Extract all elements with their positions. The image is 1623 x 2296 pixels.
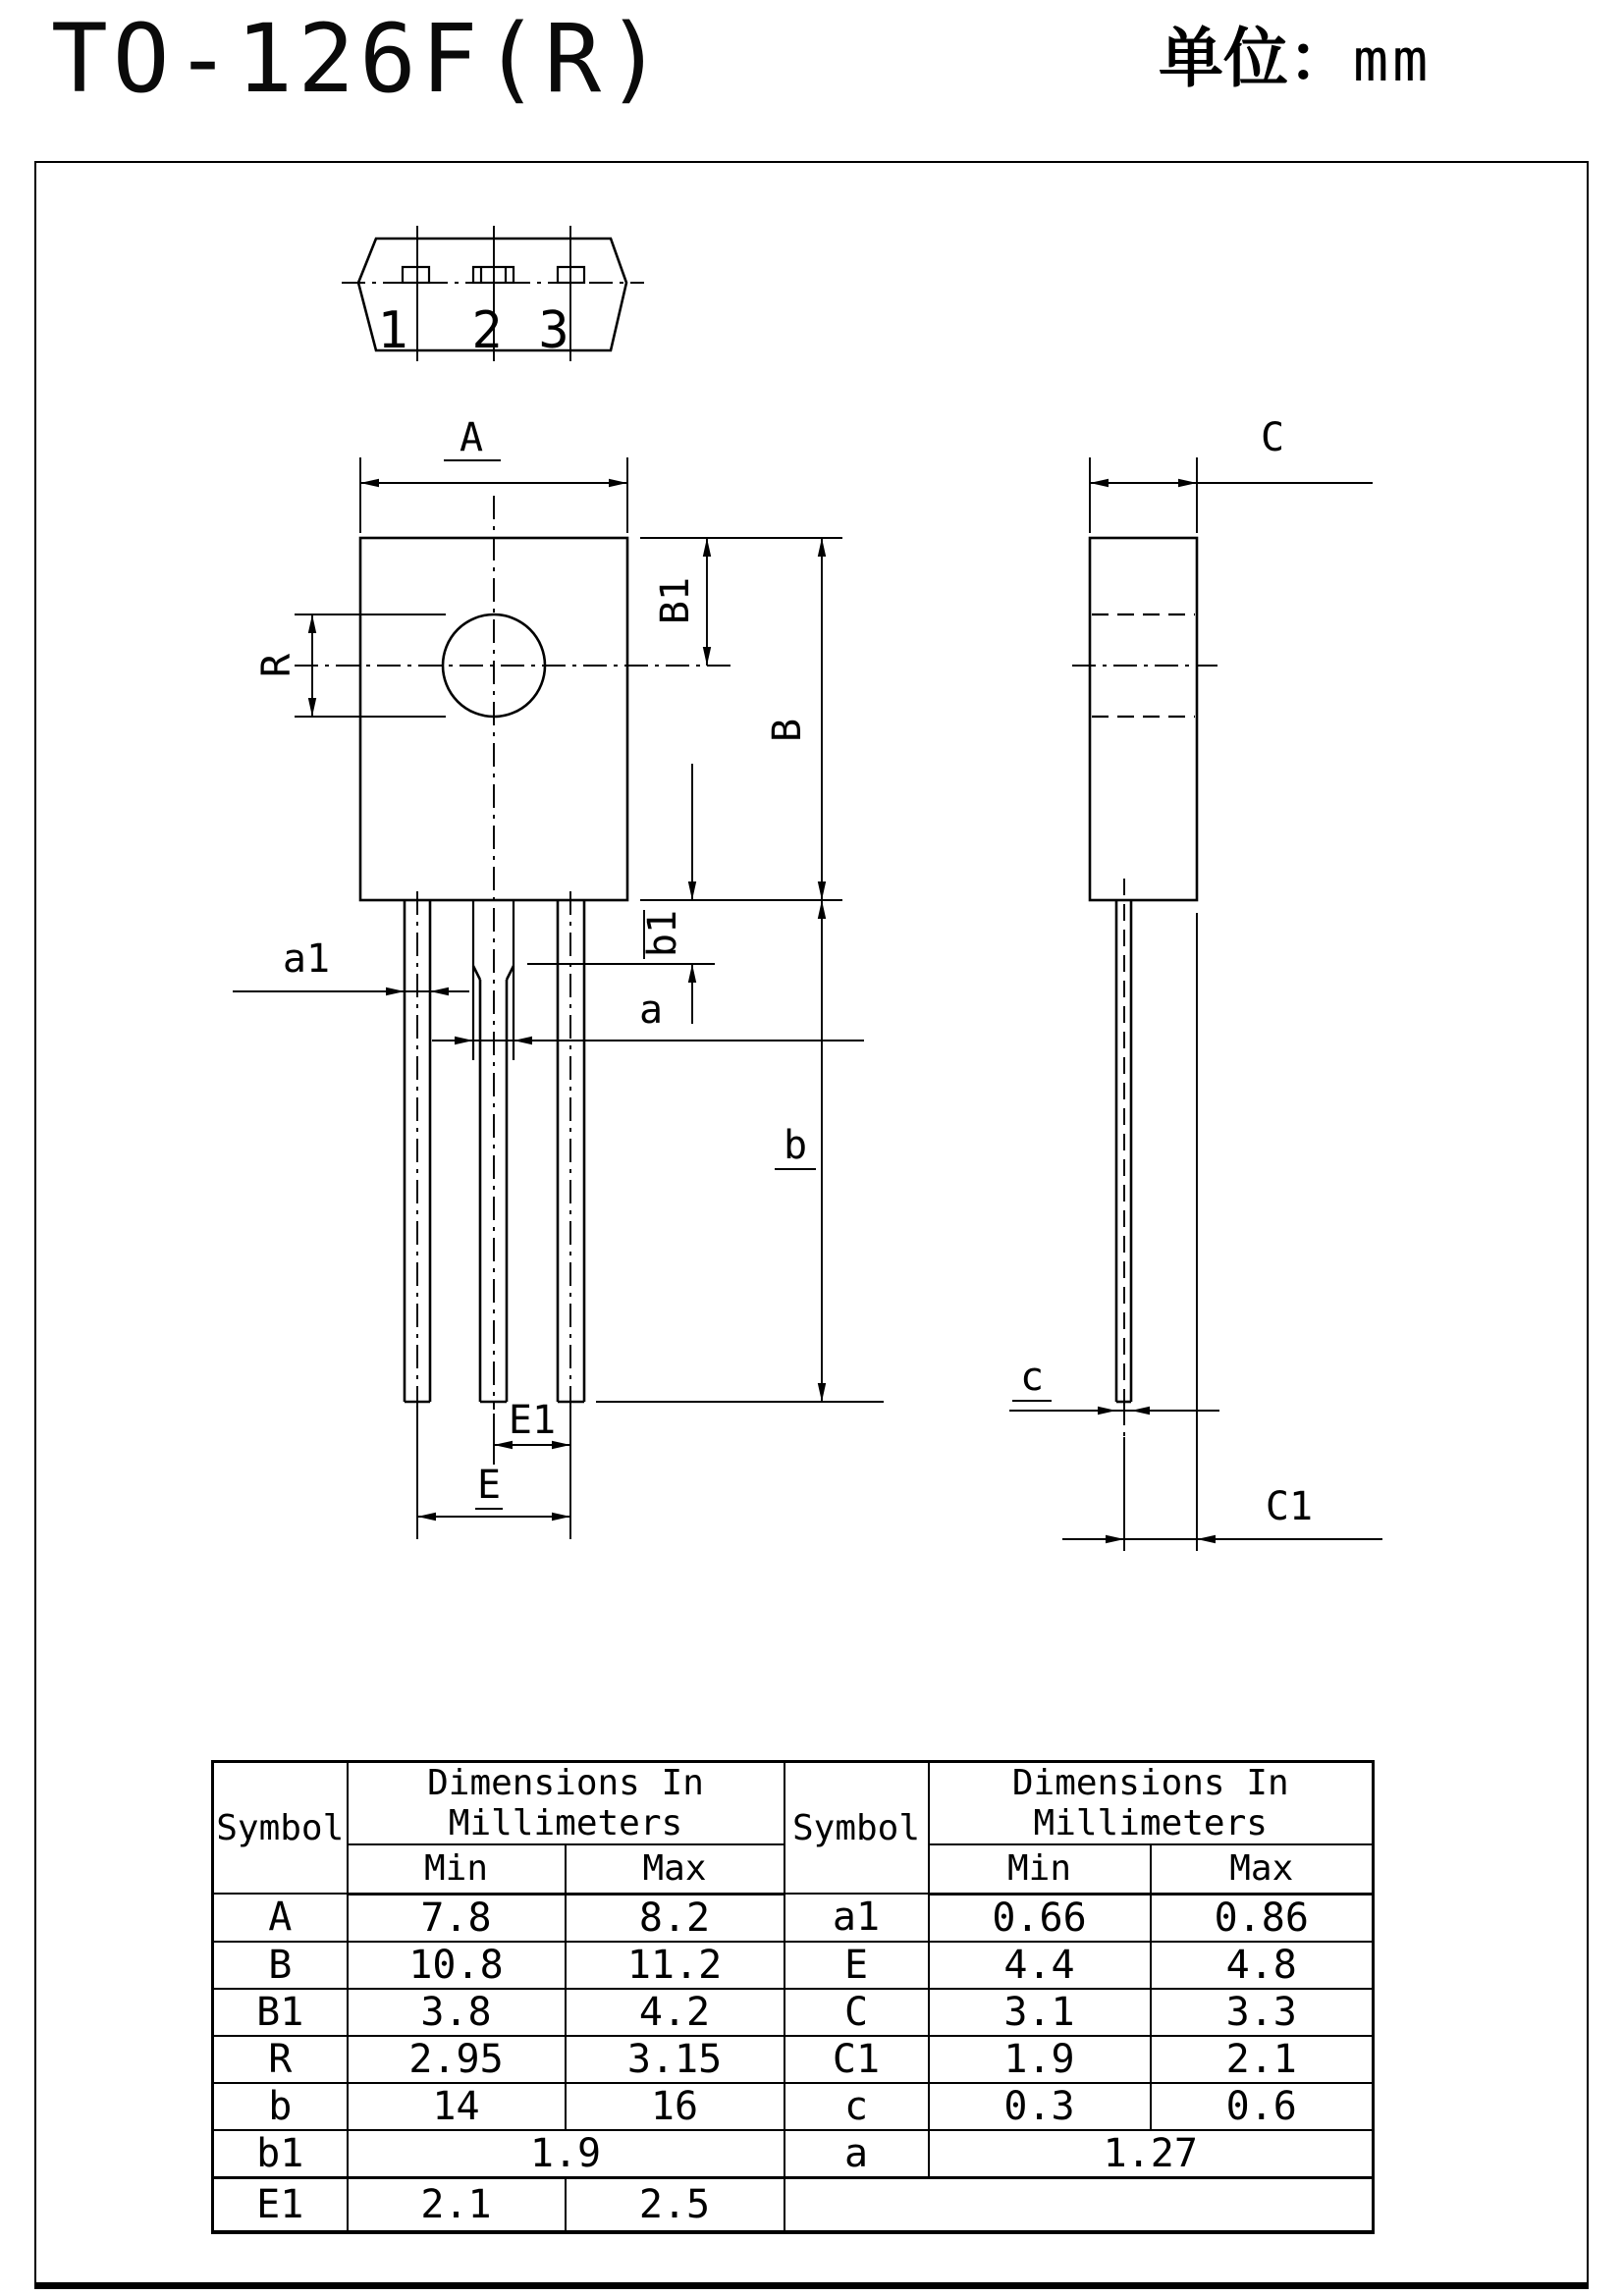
side-view (1072, 538, 1217, 1551)
dimension-b (596, 900, 884, 1402)
dim-label-b: b (783, 1123, 808, 1168)
table-row (213, 1942, 1374, 1989)
symbol-cell: R (213, 2036, 348, 2083)
max-cell: 4.8 (1151, 1942, 1374, 1989)
dim-label-E: E (476, 1463, 502, 1508)
min-cell: 3.8 (348, 1989, 566, 2036)
symbol-cell: b (213, 2083, 348, 2130)
dim-label-E1: E1 (508, 1398, 557, 1443)
min-cell: 7.8 (348, 1894, 566, 1942)
dim-label-R: R (254, 653, 299, 678)
dimension-a (432, 988, 864, 1041)
dimension-b1 (527, 764, 715, 1024)
min-cell: 4.4 (929, 1942, 1151, 1989)
symbol-cell: c (784, 2083, 929, 2130)
min-cell: 10.8 (348, 1942, 566, 1989)
max-cell: 8.2 (566, 1894, 784, 1942)
max-cell: 0.86 (1151, 1894, 1374, 1942)
span-value-cell: 1.27 (929, 2130, 1374, 2178)
table-header-min-right: Min (929, 1844, 1151, 1894)
max-cell: 4.2 (566, 1989, 784, 2036)
dimension-c (1009, 1355, 1219, 1411)
span-value-cell: 1.9 (348, 2130, 784, 2178)
table-header-max-right: Max (1151, 1844, 1374, 1894)
package-body-side (1090, 538, 1197, 900)
table-row (213, 2083, 1374, 2130)
symbol-cell: E (784, 1942, 929, 1989)
dimension-a1 (233, 936, 469, 991)
pin1-section (403, 267, 429, 283)
table-row (213, 1989, 1374, 2036)
min-cell: 2.1 (348, 2177, 566, 2232)
min-cell: 14 (348, 2083, 566, 2130)
table-header-dims-left: Dimensions In Millimeters (348, 1762, 784, 1845)
table-row (213, 1894, 1374, 1942)
pin-number-3: 3 (538, 301, 569, 360)
dimension-E (417, 1463, 570, 1517)
pin-number-2: 2 (471, 301, 503, 360)
dim-label-a1: a1 (282, 936, 331, 982)
dim-label-A: A (459, 415, 484, 460)
symbol-cell: C1 (784, 2036, 929, 2083)
symbol-cell: a1 (784, 1894, 929, 1942)
unit-value: mm (1353, 27, 1433, 95)
symbol-cell: A (213, 1894, 348, 1942)
pin-number-1: 1 (377, 301, 408, 360)
dim-label-a: a (638, 988, 664, 1033)
unit-label: 单位： (1159, 20, 1353, 96)
dimension-B (765, 538, 822, 900)
dim-label-c: c (1019, 1355, 1045, 1400)
max-cell: 11.2 (566, 1942, 784, 1989)
table-header-min-left: Min (348, 1844, 566, 1894)
max-cell: 2.5 (566, 2177, 784, 2232)
min-cell: 3.1 (929, 1989, 1151, 2036)
table-header-dims-right: Dimensions In Millimeters (929, 1762, 1374, 1845)
dimensions-table (211, 1760, 1375, 2234)
max-cell: 16 (566, 2083, 784, 2130)
min-cell: 2.95 (348, 2036, 566, 2083)
symbol-cell: a (784, 2130, 929, 2178)
symbol-cell: C (784, 1989, 929, 2036)
empty-cell (784, 2177, 1374, 2232)
dim-label-b1: b1 (640, 909, 685, 958)
max-cell: 3.15 (566, 2036, 784, 2083)
dimension-B1 (653, 538, 707, 666)
table-header-symbol-left: Symbol (213, 1762, 348, 1895)
page-title: TO-126F(R) (51, 4, 668, 114)
table-row (213, 2130, 1374, 2178)
dim-label-C1: C1 (1265, 1484, 1314, 1529)
dimension-C1 (1062, 1484, 1382, 1539)
symbol-cell: b1 (213, 2130, 348, 2178)
table-row (213, 2177, 1374, 2232)
symbol-cell: E1 (213, 2177, 348, 2232)
max-cell: 0.6 (1151, 2083, 1374, 2130)
table-header-symbol-right: Symbol (784, 1762, 929, 1895)
max-cell: 3.3 (1151, 1989, 1374, 2036)
symbol-cell: B1 (213, 1989, 348, 2036)
min-cell: 0.66 (929, 1894, 1151, 1942)
dim-label-C: C (1260, 415, 1285, 460)
min-cell: 0.3 (929, 2083, 1151, 2130)
dim-label-B1: B1 (653, 576, 698, 625)
dimension-C (1090, 415, 1373, 533)
symbol-cell: B (213, 1942, 348, 1989)
min-cell: 1.9 (929, 2036, 1151, 2083)
table-row (213, 2036, 1374, 2083)
top-view (342, 226, 644, 361)
table-header-max-left: Max (566, 1844, 784, 1894)
dim-label-B: B (765, 718, 810, 743)
max-cell: 2.1 (1151, 2036, 1374, 2083)
